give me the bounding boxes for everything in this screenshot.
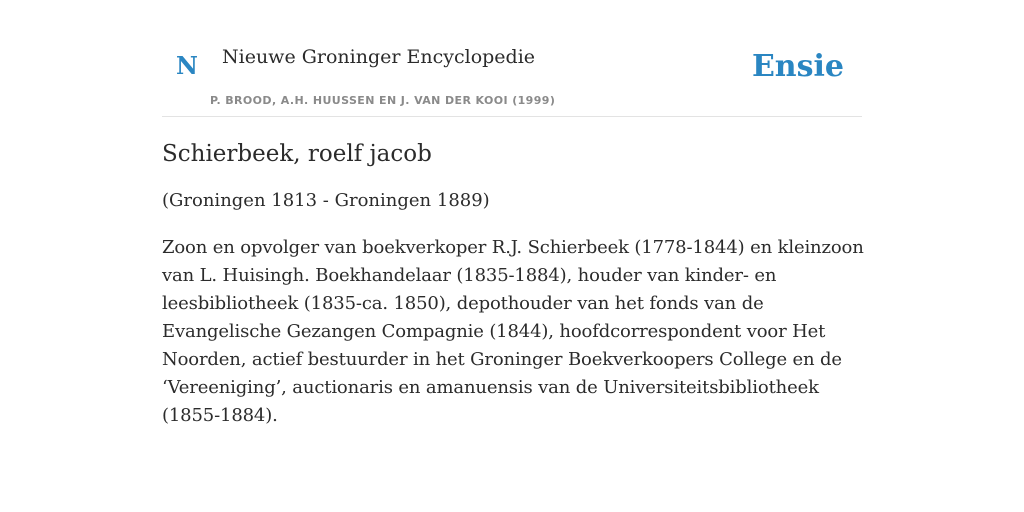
entry-title: Schierbeek, roelf jacob [162,141,432,167]
encyclopedia-header [162,40,862,117]
ensie-brand-link[interactable]: Ensie [751,49,844,84]
entry-body-text: Zoon en opvolger van boekverkoper R.J. Schierbeek (1778-1844) en kleinzoon van L. Huisingh. Boekhandelaar (1835-1884), houder van kinder- en leesbibliotheek (1835-ca. 1850), depothouder van het fonds van de Evangelische Gezangen Compagnie (1844), hoofdcorrespondent voor Het Noorden, actief bestuurder in het Groninger Boekverkoopers College en de ‘Vereeniging’, auctionaris en amanuensis van de Universiteitsbibliotheek (1855-1884). [162,237,864,426]
encyclopedia-authors: P. BROOD, A.H. HUUSSEN EN J. VAN DER KOOI (1999) [210,94,556,107]
encyclopedia-logo-icon[interactable]: N [176,51,198,80]
entry-dates: (Groningen 1813 - Groningen 1889) [162,190,490,211]
encyclopedia-title[interactable]: Nieuwe Groninger Encyclopedie [222,46,536,68]
entry-article [162,136,864,430]
